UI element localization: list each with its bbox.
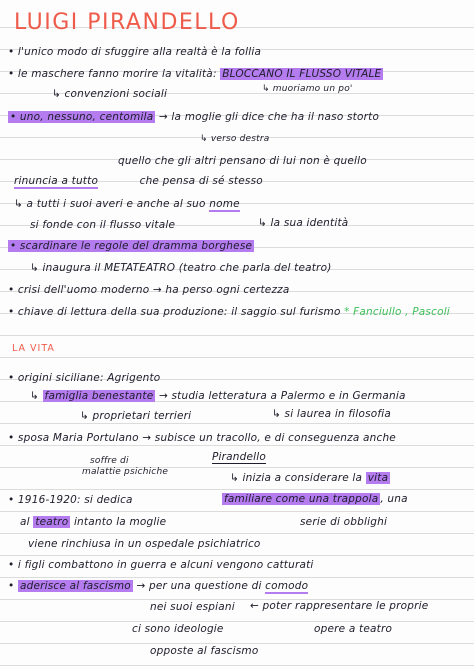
note-line: • uno, nessuno, centomila → la moglie gli dice che ha il naso storto — [10, 111, 380, 123]
underline-highlight: nome — [209, 198, 240, 210]
note-line: rinuncia a tutto che pensa di sé stesso — [14, 175, 263, 187]
note-line: • 1916-1920: si dedica — [8, 494, 133, 506]
highlight: familiare come una trappola — [224, 493, 379, 505]
note-line: si fonde con il flusso vitale — [30, 219, 176, 231]
highlight: famiglia benestante — [44, 390, 154, 402]
note-line: ↳ a tutti i suoi averi e anche al suo nome — [14, 198, 240, 210]
note-line: • le maschere fanno morire la vitalità: BLOCCANO IL FLUSSO VITALE — [8, 68, 382, 80]
note-line: • origini siciliane: Agrigento — [8, 372, 161, 384]
note-line: viene rinchiusa in un ospedale psichiatrico — [28, 538, 261, 550]
underline-highlight: rinuncia a tutto — [14, 175, 99, 187]
note-line: • aderisce al fascismo → per una questione di comodo — [8, 580, 309, 592]
note-line: ↳ convenzioni sociali — [52, 88, 168, 100]
note-line: soffre di — [90, 456, 129, 466]
highlight: BLOCCANO IL FLUSSO VITALE — [222, 68, 382, 80]
note-line: malattie psichiche — [82, 467, 169, 477]
note-line: ↳ verso destra — [200, 134, 270, 144]
highlight: • scardinare le regole del dramma borghese — [10, 240, 253, 252]
highlight: aderisce al fascismo — [19, 580, 131, 592]
note-line: serie di obblighi — [300, 516, 388, 528]
note-line: ↳ la sua identità — [258, 217, 349, 229]
note-line: nei suoi espiani — [150, 601, 235, 613]
note-line: ci sono ideologie — [132, 623, 224, 635]
page-title: LUIGI PIRANDELLO — [14, 10, 240, 35]
underline-highlight: comodo — [265, 580, 309, 592]
note-line: • l'unico modo di sfuggire alla realtà è la follia — [8, 46, 262, 58]
note-line: • crisi dell'uomo moderno → ha perso ogni certezza — [8, 284, 290, 296]
green-note: * Fanciullo , Pascoli — [344, 306, 450, 318]
note-line: opere a teatro — [314, 623, 393, 635]
highlight: teatro — [35, 516, 69, 528]
section-header: LA VITA — [12, 343, 55, 354]
note-line: • i figli combattono in guerra e alcuni vengono catturati — [8, 559, 314, 571]
note-line: ↳ inizia a considerare la vita — [230, 472, 389, 484]
note-line: ← poter rappresentare le proprie — [250, 600, 429, 612]
note-line: opposte al fascismo — [150, 645, 259, 657]
note-line: ↳ proprietari terrieri — [80, 410, 192, 422]
note-line: ↳ muoriamo un po' — [262, 84, 353, 94]
note-line: Pirandello — [212, 451, 267, 463]
note-line: quello che gli altri pensano di lui non è quello — [118, 155, 367, 167]
note-line: familiare come una trappola , una — [224, 493, 408, 505]
highlight: • uno, nessuno, centomila — [10, 111, 154, 123]
note-line: ↳ si laurea in filosofia — [272, 408, 392, 420]
note-line: ↳ famiglia benestante → studia letteratura a Palermo e in Germania — [30, 390, 406, 402]
note-line: al teatro intanto la moglie — [20, 516, 167, 528]
note-line: • chiave di lettura della sua produzione: il saggio sul furismo * Fanciullo , Pascoli — [8, 306, 450, 318]
note-line — [8, 240, 254, 252]
note-line: ↳ inaugura il METATEATRO (teatro che parla del teatro) — [30, 262, 332, 274]
note-line: • sposa Maria Portulano → subisce un tracollo, e di conseguenza anche — [8, 432, 396, 444]
highlight: vita — [367, 472, 389, 484]
